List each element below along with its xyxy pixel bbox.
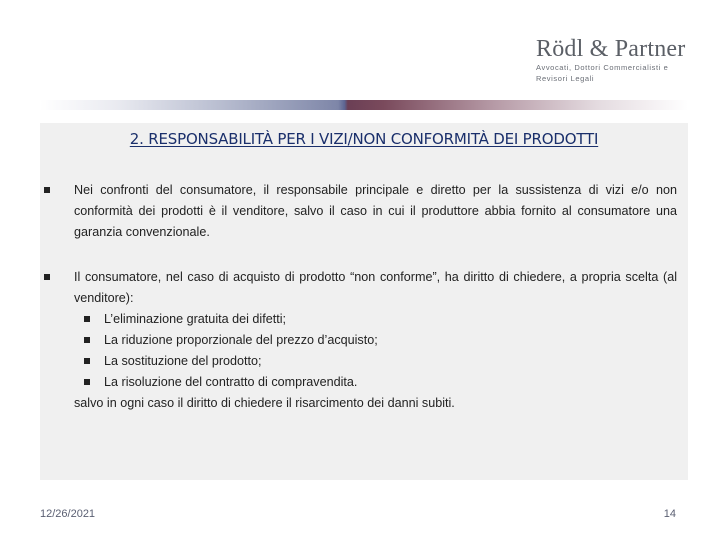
logo-subtitle-line1: Avvocati, Dottori Commercialisti e <box>536 63 669 72</box>
sub-bullet-list <box>74 309 677 393</box>
square-bullet-icon <box>84 337 90 343</box>
sub-item-1-text: L’eliminazione gratuita dei difetti; <box>104 312 287 326</box>
sub-list-item <box>74 372 677 393</box>
square-bullet-icon <box>44 274 50 280</box>
sub-list-item <box>74 330 677 351</box>
slide-title: 2. RESPONSABILITÀ PER I VIZI/NON CONFORMITÀ DEI PRODOTTI <box>129 130 599 148</box>
bullet-1-text: Nei confronti del consumatore, il responsabile principale e diretto per la sussistenza di vizi e/o non conformità dei prodotti è il venditore, salvo il caso in cui il produttore abbia fornito al consumatore una garanzia convenzionale. <box>74 183 677 239</box>
page-number: 14 <box>663 508 676 520</box>
square-bullet-icon <box>84 316 90 322</box>
square-bullet-icon <box>84 379 90 385</box>
logo-subtitle-line2: Revisori Legali <box>536 74 595 83</box>
bullet-item-1 <box>44 180 677 243</box>
decorative-gradient-band <box>40 100 688 110</box>
sub-list-item <box>74 351 677 372</box>
sub-item-4-text: La risoluzione del contratto di compravendita. <box>104 375 358 389</box>
sub-list-item <box>74 309 677 330</box>
sub-item-3-text: La sostituzione del prodotto; <box>104 354 262 368</box>
square-bullet-icon <box>84 358 90 364</box>
company-logo <box>536 36 706 84</box>
sub-item-2-text: La riduzione proporzionale del prezzo d’acquisto; <box>104 333 378 347</box>
square-bullet-icon <box>44 187 50 193</box>
bullet-2-outro: salvo in ogni caso il diritto di chiedere il risarcimento dei danni subiti. <box>74 396 455 410</box>
footer-date: 12/26/2021 <box>40 508 96 520</box>
bullet-item-2 <box>44 267 677 414</box>
bullet-2-intro: Il consumatore, nel caso di acquisto di prodotto “non conforme”, ha diritto di chiedere, a propria scelta (al venditore): <box>74 270 677 305</box>
logo-name: Rödl & Partner <box>536 36 686 62</box>
